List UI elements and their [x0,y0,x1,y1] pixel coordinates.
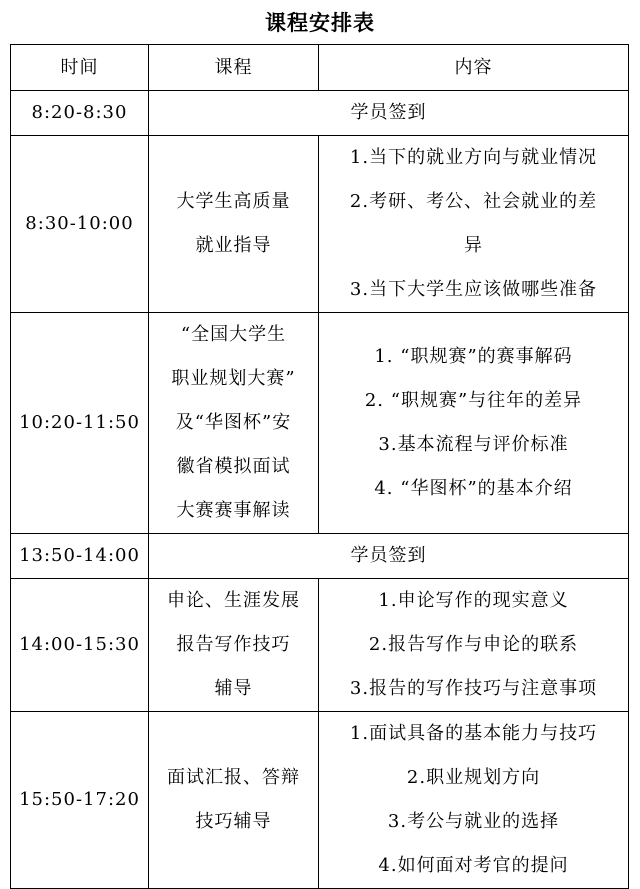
content-cell [319,136,629,313]
course-cell [149,712,319,889]
content-line: 1.当下的就业方向与就业情况 [349,147,598,168]
course-line: 职业规划大赛” [171,368,296,389]
content-line: 异 [464,235,483,256]
content-line: 2.考研、考公、社会就业的差 [349,191,598,212]
course-cell [149,313,319,534]
table-row [11,136,629,313]
table-header-row [11,45,629,91]
course-line: 大学生高质量 [176,191,291,212]
course-line: 就业指导 [195,235,272,256]
content-line: 3.报告的写作技巧与注意事项 [349,678,598,699]
content-line: 2.职业规划方向 [406,767,541,788]
table-row [11,313,629,534]
content-line: 2.报告写作与申论的联系 [368,634,579,655]
table-row [11,579,629,712]
course-line: 申论、生涯发展 [167,590,300,611]
course-line: 技巧辅导 [195,811,272,832]
content-line: 3.当下大学生应该做哪些准备 [349,279,598,300]
course-line: 面试汇报、答辩 [167,767,300,788]
content-line: 4.如何面对考官的提问 [378,855,569,876]
content-line: 3.基本流程与评价标准 [378,434,569,455]
course-line: “全国大学生 [180,324,287,345]
time-cell: 8:20-8:30 [11,91,149,136]
content-line: 1.面试具备的基本能力与技巧 [349,723,598,744]
time-cell: 8:30-10:00 [11,136,149,313]
table-row [11,712,629,889]
course-line: 及“华图杯”安 [175,412,292,433]
content-line: 2. “职规赛”与往年的差异 [364,390,583,411]
sign-in-cell: 学员签到 [149,534,629,579]
course-cell [149,579,319,712]
header-content: 内容 [319,45,629,91]
content-line: 1.申论写作的现实意义 [378,590,569,611]
time-cell: 15:50-17:20 [11,712,149,889]
content-line: 4. “华图杯”的基本介绍 [374,478,573,499]
time-cell: 13:50-14:00 [11,534,149,579]
course-line: 徽省模拟面试 [176,456,291,477]
schedule-table [10,44,629,889]
time-cell: 14:00-15:30 [11,579,149,712]
header-course: 课程 [149,45,319,91]
sign-in-cell: 学员签到 [149,91,629,136]
content-line: 1. “职规赛”的赛事解码 [374,346,573,367]
course-line: 辅导 [214,678,253,699]
course-line: 报告写作技巧 [176,634,291,655]
table-row [11,534,629,579]
course-line: 大赛赛事解读 [176,500,291,521]
content-cell [319,712,629,889]
page-title: 课程安排表 [265,11,375,35]
content-cell [319,313,629,534]
header-time: 时间 [11,45,149,91]
table-row [11,91,629,136]
course-cell [149,136,319,313]
content-line: 3.考公与就业的选择 [387,811,560,832]
time-cell: 10:20-11:50 [11,313,149,534]
content-cell [319,579,629,712]
